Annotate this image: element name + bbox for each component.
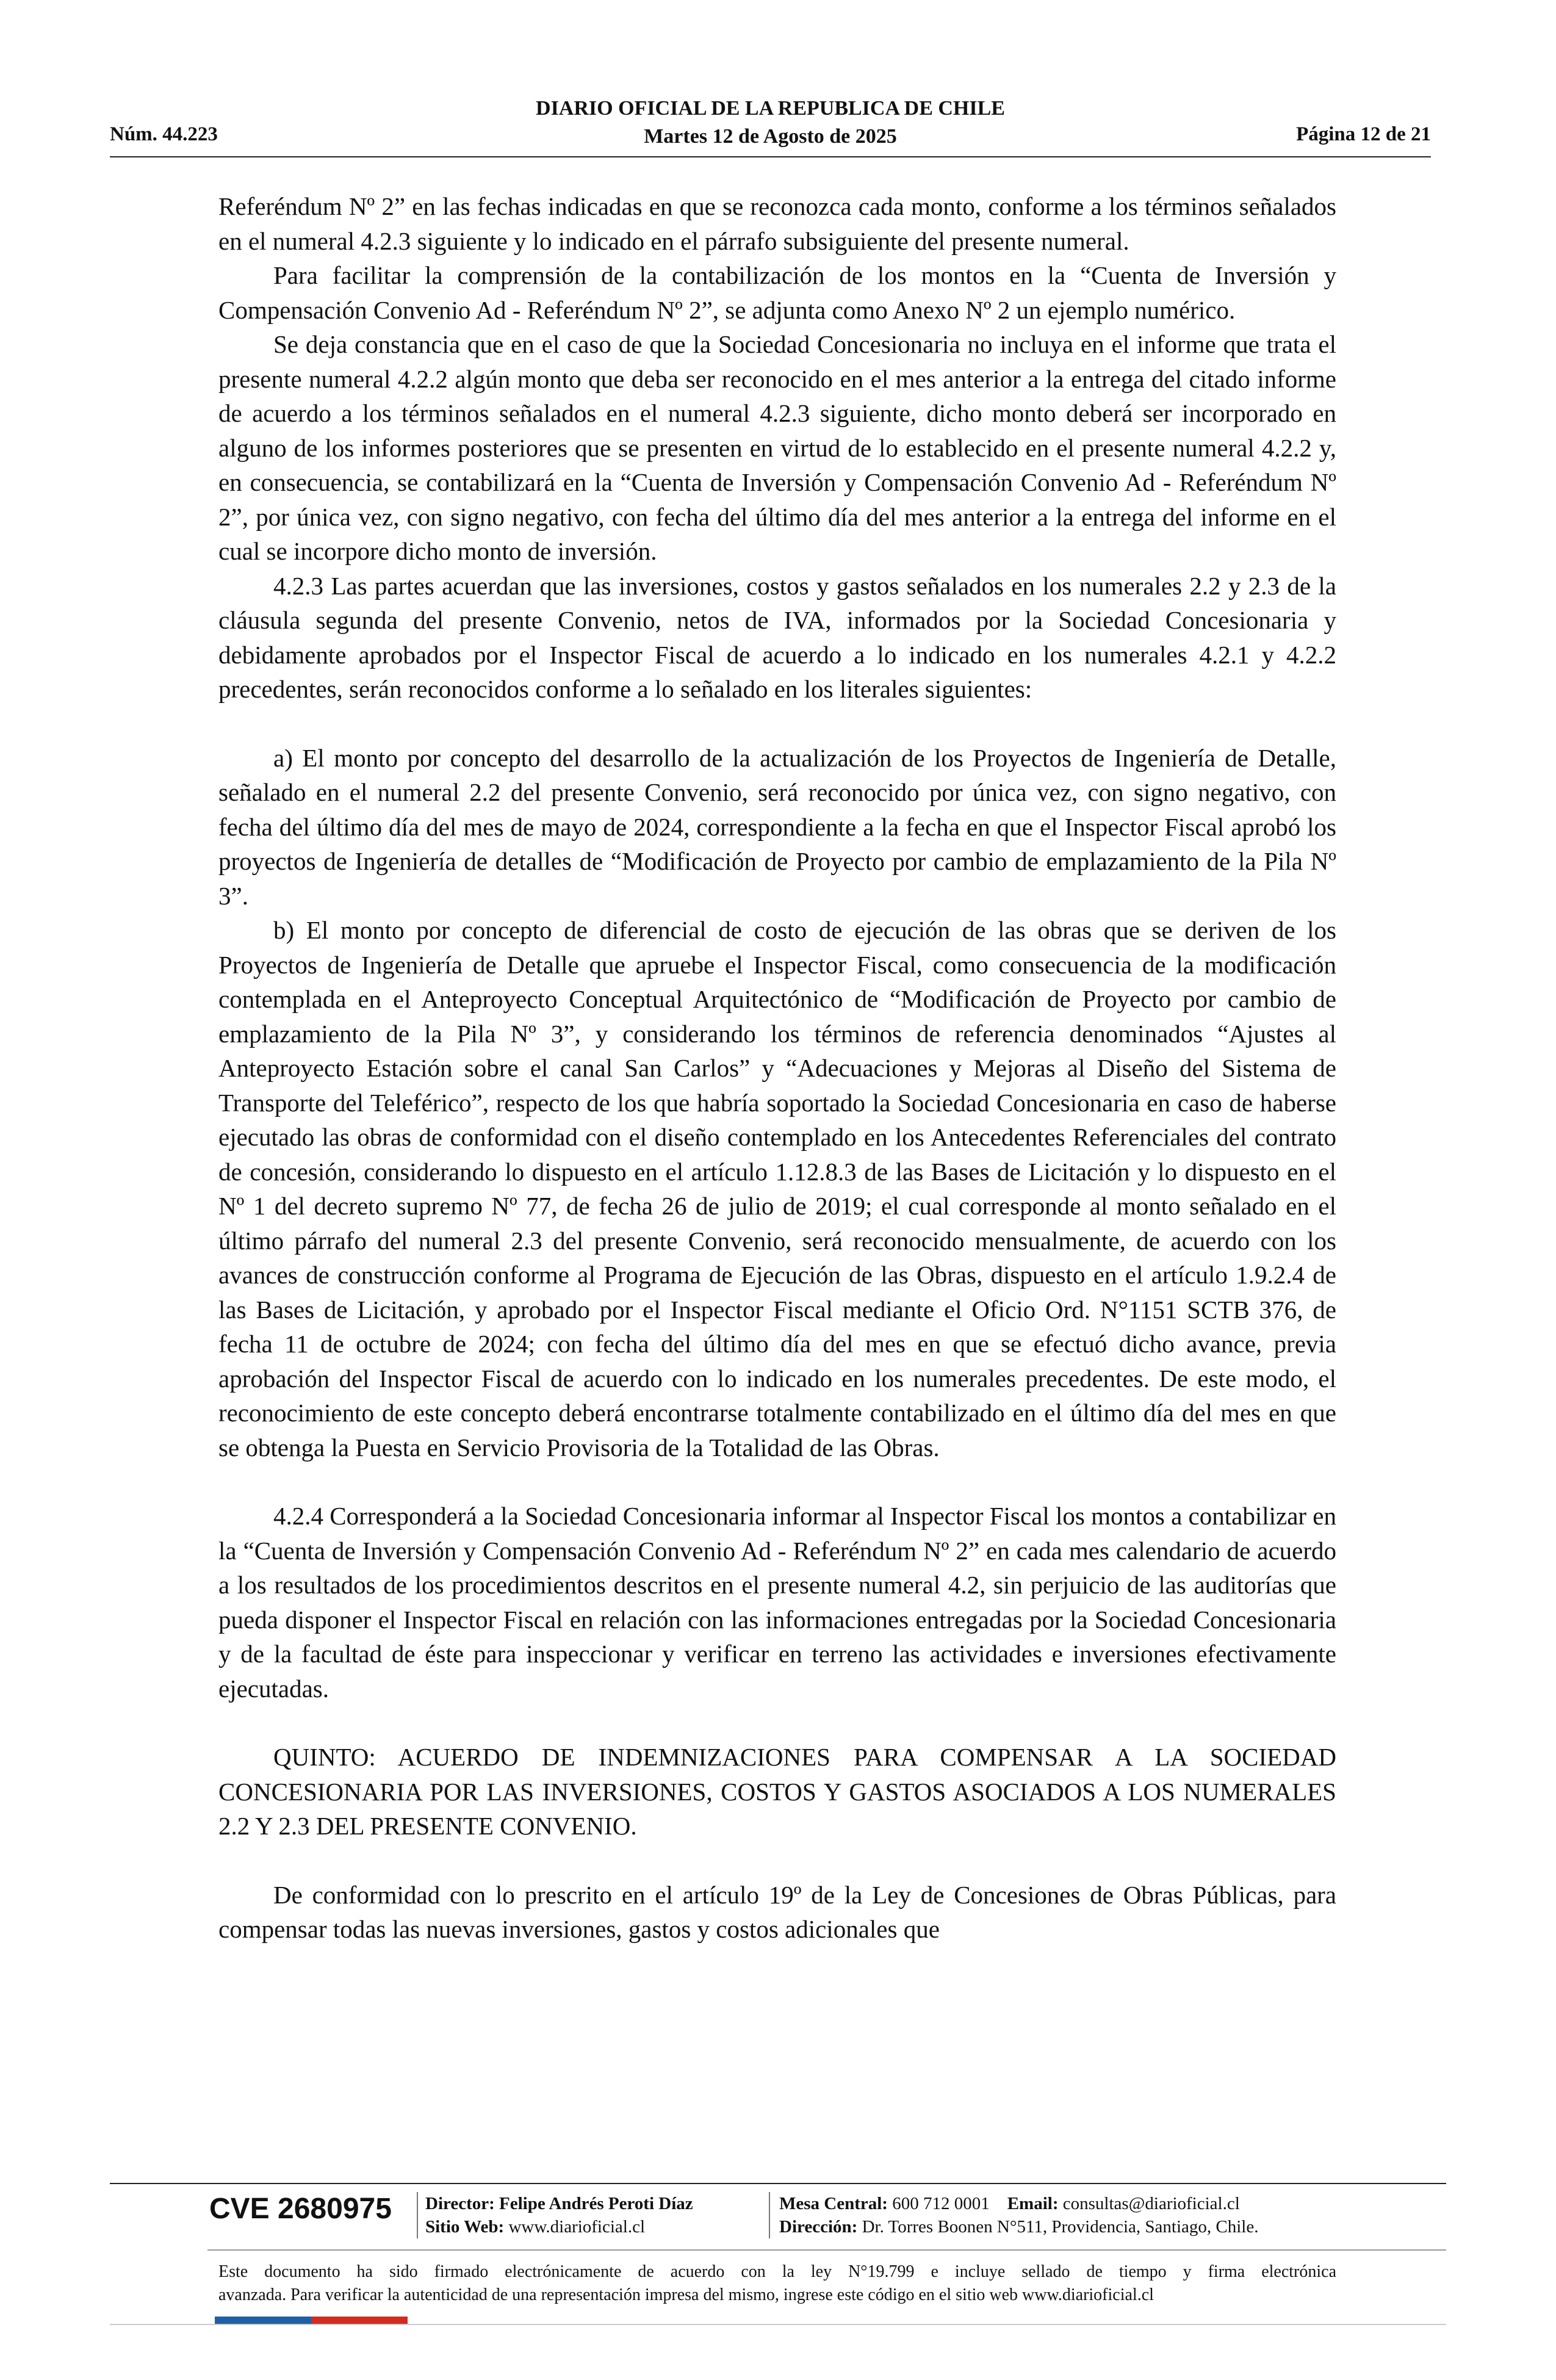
page-header <box>110 92 1431 159</box>
paragraph: Referéndum Nº 2” en las fechas indicadas en que se reconozca cada monto, conforme a los términos señalados en el numeral 4.2.3 siguiente y lo indicado en el párrafo subsiguiente del presente numeral. <box>218 192 1336 255</box>
document-body <box>218 189 1336 1947</box>
email-label: Email: <box>1007 2194 1059 2213</box>
section-heading: QUINTO: ACUERDO DE INDEMNIZACIONES PARA COMPENSAR A LA SOCIEDAD CONCESIONARIA POR LAS INVERSIONES, COSTOS Y GASTOS ASOCIADOS A LOS NUMERALES 2.2 Y 2.3 DEL PRESENTE CONVENIO. <box>218 1743 1336 1840</box>
paragraph: 4.2.4 Corresponderá a la Sociedad Concesionaria informar al Inspector Fiscal los montos a contabilizar en la “Cuenta de Inversión y Compensación Convenio Ad - Referéndum Nº 2” en cada mes calendario de acuerdo a los resultados de los procedimientos descritos en el presente numeral 4.2, sin perjuicio de las auditorías que pueda disponer el Inspector Fiscal en relación con las informaciones entregadas por la Sociedad Concesionaria y de la facultad de éste para inspeccionar y verificar en terreno las actividades e inversiones efectivamente ejecutadas. <box>218 1502 1336 1703</box>
footer-bottom-line <box>110 2324 1446 2325</box>
email-link[interactable]: consultas@diarioficial.cl <box>1062 2194 1240 2213</box>
footer-separator <box>769 2192 770 2238</box>
footer-separator <box>417 2192 418 2238</box>
cve-code: CVE 2680975 <box>209 2193 392 2225</box>
mesa-label: Mesa Central: <box>779 2194 888 2213</box>
website-label: Sitio Web: <box>425 2217 505 2237</box>
director-label: Director: <box>425 2194 495 2213</box>
paragraph-literal-a: a) El monto por concepto del desarrollo de la actualización de los Proyectos de Ingeniería de Detalle, señalado en el numeral 2.2 del presente Convenio, será reconocido por única vez, con signo negativo, con fecha del último día del mes de mayo de 2024, correspondiente a la fecha en que el Inspector Fiscal aprobó los proyectos de Ingeniería de detalles de “Modificación de Proyecto por cambio de emplazamiento de la Pila Nº 3”. <box>218 743 1336 910</box>
paragraph: Para facilitar la comprensión de la contabilización de los montos en la “Cuenta de Inversión y Compensación Convenio Ad - Referéndum Nº 2”, se adjunta como Anexo Nº 2 un ejemplo numérico. <box>218 261 1336 324</box>
issue-date: Martes 12 de Agosto de 2025 <box>644 125 897 148</box>
director-name: Felipe Andrés Peroti Díaz <box>499 2194 693 2213</box>
legal-notice <box>218 2260 1336 2307</box>
page-number: Página 12 de 21 <box>1296 123 1431 145</box>
newspaper-title: DIARIO OFICIAL DE LA REPUBLICA DE CHILE <box>536 97 1005 120</box>
paragraph: 4.2.3 Las partes acuerdan que las inversiones, costos y gastos señalados en los numerales 2.2 y 2.3 de la cláusula segunda del presente Convenio, netos de IVA, informados por la Sociedad Concesionaria y debidamente aprobados por el Inspector Fiscal de acuerdo a lo indicado en los numerales 4.2.1 y 4.2.2 precedentes, serán reconocidos conforme a lo señalado en los literales siguientes: <box>218 571 1336 703</box>
header-divider <box>110 156 1431 157</box>
footer-divider <box>110 2183 1446 2184</box>
address-value: Dr. Torres Boonen N°511, Providencia, Santiago, Chile. <box>862 2217 1259 2237</box>
issue-number: Núm. 44.223 <box>110 123 218 145</box>
footer-director-block <box>425 2192 693 2238</box>
legal-line: avanzada. Para verificar la autenticidad de una representación impresa del mismo, ingrese este código en el sitio web www.diarioficial.cl <box>218 2285 1154 2304</box>
legal-line: Este documento ha sido firmado electrónicamente de acuerdo con la ley N°19.799 e incluye sellado de tiempo y firma electrónica <box>218 2262 1336 2281</box>
address-label: Dirección: <box>779 2217 858 2237</box>
paragraph: De conformidad con lo prescrito en el artículo 19º de la Ley de Concesiones de Obras Públicas, para compensar todas las nuevas inversiones, gastos y costos adicionales que <box>218 1880 1336 1943</box>
header-center <box>110 95 1431 151</box>
website-link[interactable]: www.diarioficial.cl <box>508 2217 646 2237</box>
paragraph-literal-b: b) El monto por concepto de diferencial de costo de ejecución de las obras que se deriven de los Proyectos de Ingeniería de Detalle que apruebe el Inspector Fiscal, como consecuencia de la modificación contemplada en el Anteproyecto Conceptual Arquitectónico de “Modificación de Proyecto por cambio de emplazamiento de la Pila Nº 3”, y considerando los términos de referencia denominados “Ajustes al Anteproyecto Estación sobre el canal San Carlos” y “Adecuaciones y Mejoras al Diseño del Sistema de Transporte del Teleférico”, respecto de los que habría soportado la Sociedad Concesionaria en caso de haberse ejecutado las obras de conformidad con el diseño contemplado en los Antecedentes Referenciales del contrato de concesión, considerando lo dispuesto en el artículo 1.12.8.3 de las Bases de Licitación y lo dispuesto en el Nº 1 del decreto supremo Nº 77, de fecha 26 de julio de 2019; el cual corresponde al monto señalado en el último párrafo del numeral 2.3 del presente Convenio, será reconocido mensualmente, de acuerdo con los avances de construcción conforme al Programa de Ejecución de las Obras, dispuesto en el artículo 1.9.2.4 de las Bases de Licitación, y aprobado por el Inspector Fiscal mediante el Oficio Ord. N°1151 SCTB 376, de fecha 11 de octubre de 2024; con fecha del último día del mes en que se efectuó dicho avance, previa aprobación del Inspector Fiscal de acuerdo con lo indicado en los numerales precedentes. De este modo, el reconocimiento de este concepto deberá encontrarse totalmente contabilizado en el último día del mes en que se obtenga la Puesta en Servicio Provisoria de la Totalidad de las Obras. <box>218 916 1336 1462</box>
footer-contact-block <box>779 2192 1258 2238</box>
footer-divider <box>207 2249 1446 2251</box>
mesa-phone: 600 712 0001 <box>892 2194 990 2213</box>
paragraph: Se deja constancia que en el caso de que la Sociedad Concesionaria no incluya en el informe que trata el presente numeral 4.2.2 algún monto que deba ser reconocido en el mes anterior a la entrega del citado informe de acuerdo a los términos señalados en el numeral 4.2.3 siguiente, dicho monto deberá ser incorporado en alguno de los informes posteriores que se presenten en virtud de lo establecido en el presente numeral 4.2.2 y, en consecuencia, se contabilizará en la “Cuenta de Inversión y Compensación Convenio Ad - Referéndum Nº 2”, por única vez, con signo negativo, con fecha del último día del mes anterior a la entrega del informe en el cual se incorpore dicho monto de inversión. <box>218 330 1336 565</box>
